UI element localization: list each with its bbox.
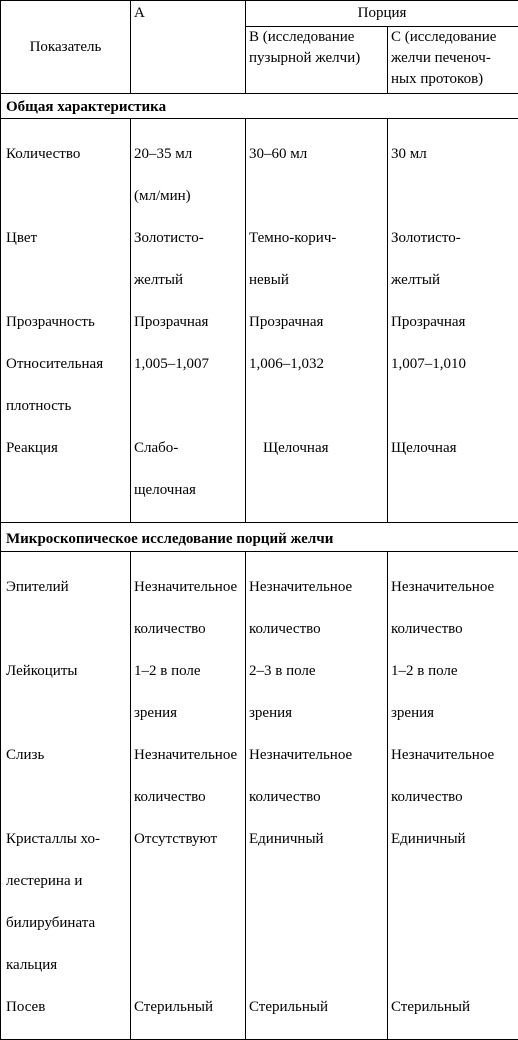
- cell-line: зрения: [249, 703, 384, 724]
- cell-line: Лейкоциты: [6, 661, 127, 682]
- cell-line: [391, 186, 515, 207]
- cell-line: Прозрачная: [249, 312, 384, 333]
- cell-line: [249, 871, 384, 892]
- section-title-microscopy: Микроскопическое исследование порций желчи: [1, 523, 518, 552]
- section2-params: [1, 552, 131, 1040]
- cell-line: [391, 396, 515, 417]
- section1-col-a: [131, 119, 246, 523]
- cell-line: Прозрачная: [391, 312, 515, 333]
- header-portion: Порция: [246, 1, 518, 27]
- cell-line: [391, 913, 515, 934]
- section-body-row: [1, 119, 518, 523]
- cell-line: 30 мл: [391, 144, 515, 165]
- cell-line: Незначительное: [249, 577, 384, 598]
- cell-line: зрения: [134, 703, 242, 724]
- cell-line: Кристаллы хо-: [6, 829, 127, 850]
- cell-line: Слабо-: [134, 438, 242, 459]
- cell-line: Золотисто-: [391, 228, 515, 249]
- section2-col-a: [131, 552, 246, 1040]
- cell-line: Относительная: [6, 354, 127, 375]
- cell-line: плотность: [6, 396, 127, 417]
- cell-line: [134, 913, 242, 934]
- cell-line: 1,007–1,010: [391, 354, 515, 375]
- cell-line: количество: [249, 787, 384, 808]
- cell-line: кальция: [6, 955, 127, 976]
- section-title-general: Общая характеристика: [1, 94, 518, 119]
- cell-line: количество: [391, 787, 515, 808]
- cell-line: количество: [249, 619, 384, 640]
- cell-line: Золотисто-: [134, 228, 242, 249]
- cell-line: [6, 186, 127, 207]
- cell-line: Незначительное: [249, 745, 384, 766]
- section1-params: [1, 119, 131, 523]
- cell-line: Количество: [6, 144, 127, 165]
- cell-line-text: Щелочная: [249, 438, 329, 459]
- cell-line: 1,005–1,007: [134, 354, 242, 375]
- cell-line: Незначительное: [391, 577, 515, 598]
- cell-line: невый: [249, 270, 384, 291]
- cell-line: билирубината: [6, 913, 127, 934]
- cell-line: [249, 955, 384, 976]
- cell-line: [134, 955, 242, 976]
- cell-line: Незначительное: [134, 745, 242, 766]
- cell-line: Незначительное: [134, 577, 242, 598]
- cell-line: [6, 619, 127, 640]
- cell-line: Эпителий: [6, 577, 127, 598]
- section1-col-b: [246, 119, 388, 523]
- cell-line: щелочная: [134, 480, 242, 501]
- cell-line: Цвет: [6, 228, 127, 249]
- cell-line: 1–2 в поле: [391, 661, 515, 682]
- cell-line: [391, 955, 515, 976]
- section-body-row: [1, 552, 518, 1040]
- cell-line: [249, 396, 384, 417]
- cell-line: Стерильный: [134, 997, 242, 1018]
- section1-col-c: [388, 119, 518, 523]
- cell-line: желтый: [391, 270, 515, 291]
- cell-line: [6, 703, 127, 724]
- cell-line: 20–35 мл: [134, 144, 242, 165]
- cell-line: Единичный: [391, 829, 515, 850]
- cell-line: [249, 913, 384, 934]
- cell-line: Стерильный: [249, 997, 384, 1018]
- cell-line: Незначительное: [391, 745, 515, 766]
- cell-line: 1–2 в поле: [134, 661, 242, 682]
- cell-line: [6, 787, 127, 808]
- cell-line: 1,006–1,032: [249, 354, 384, 375]
- header-col-c: С (исследование желчи печеноч- ных протоков): [388, 27, 518, 94]
- cell-line: Отсутствуют: [134, 829, 242, 850]
- cell-line: [249, 186, 384, 207]
- cell-line: количество: [391, 619, 515, 640]
- cell-line: Темно-корич-: [249, 228, 384, 249]
- cell-line: Прозрачность: [6, 312, 127, 333]
- cell-line: [391, 871, 515, 892]
- header-param: Показатель: [1, 1, 131, 94]
- section-row: [1, 94, 518, 119]
- cell-line: Стерильный: [391, 997, 515, 1018]
- section2-col-b: [246, 552, 388, 1040]
- cell-line: [134, 396, 242, 417]
- cell-line: Щелочная: [391, 438, 515, 459]
- cell-line: [6, 270, 127, 291]
- cell-line: Слизь: [6, 745, 127, 766]
- cell-line: 30–60 мл: [249, 144, 384, 165]
- cell-line: Прозрачная: [134, 312, 242, 333]
- section2-col-c: [388, 552, 518, 1040]
- cell-line: желтый: [134, 270, 242, 291]
- cell-line: лестерина и: [6, 871, 127, 892]
- cell-line: Единичный: [249, 829, 384, 850]
- cell-line: количество: [134, 787, 242, 808]
- header-col-a: А: [131, 1, 246, 94]
- cell-line: зрения: [391, 703, 515, 724]
- header-row-1: [1, 1, 518, 27]
- cell-line: Посев: [6, 997, 127, 1018]
- header-col-b: В (исследование пузырной желчи): [246, 27, 388, 94]
- cell-line: [249, 438, 384, 459]
- cell-line: (мл/мин): [134, 186, 242, 207]
- section-row: [1, 523, 518, 552]
- cell-line: Реакция: [6, 438, 127, 459]
- cell-line: количество: [134, 619, 242, 640]
- cell-line: [134, 871, 242, 892]
- cell-line: 2–3 в поле: [249, 661, 384, 682]
